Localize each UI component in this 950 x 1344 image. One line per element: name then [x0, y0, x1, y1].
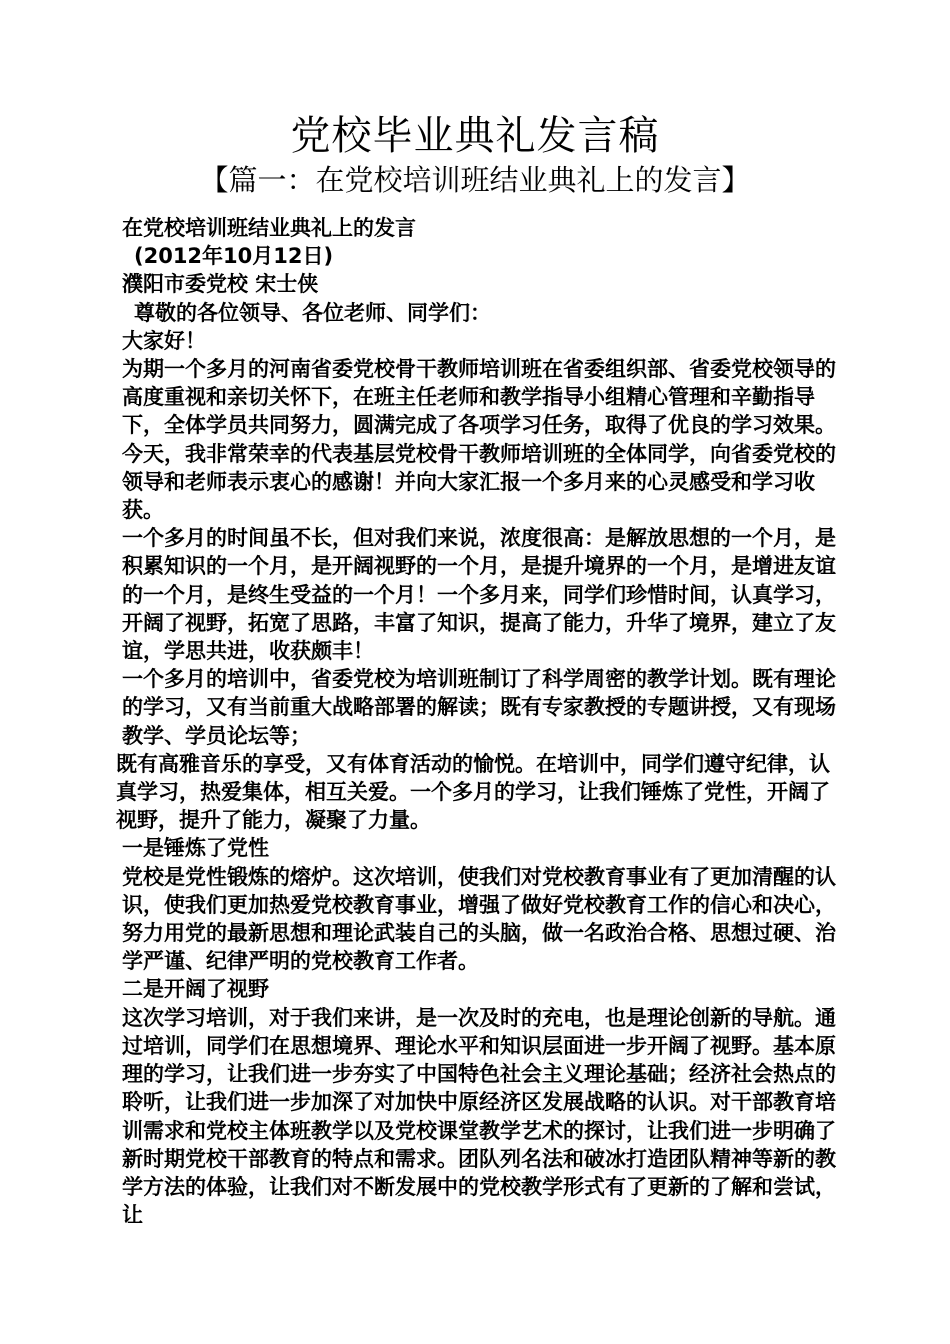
section-heading-1: 一是锤炼了党性	[122, 836, 269, 861]
paragraph-2: 一个多月的时间虽不长，但对我们来说，浓度很高：是解放思想的一个月，是积累知识的一个月，是开阔视野的一个月，是提升境界的一个月，是增进友谊的一个月，是终生受益的一个月！一个多月来，同学们珍惜时间，认真学习，开阔了视野，拓宽了思路，丰富了知识，提高了能力，升华了境界，建立了友谊，学思共进，收获颇丰！	[122, 526, 836, 664]
document-subtitle: 【篇一：在党校培训班结业典礼上的发言】	[199, 163, 751, 197]
document-body	[116, 214, 844, 1229]
speech-heading: 在党校培训班结业典礼上的发言	[122, 216, 416, 240]
paragraph-5: 党校是党性锻炼的熔炉。这次培训，使我们对党校教育事业有了更加清醒的认识，使我们更加热爱党校教育事业，增强了做好党校教育工作的信心和决心，努力用党的最新思想和理论武装自己的头脑，做一名政治合格、思想过硬、治学严谨、纪律严明的党校教育工作者。	[122, 864, 836, 974]
paragraph-1: 为期一个多月的河南省委党校骨干教师培训班在省委组织部、省委党校领导的高度重视和亲切关怀下，在班主任老师和教学指导小组精心管理和辛勤指导下，全体学员共同努力，圆满完成了各项学习任务，取得了优良的学习效果。 今天，我非常荣幸的代表基层党校骨干教师培训班的全体同学，向省委党校的领导和老师表示衷心的感谢！并向大家汇报一个多月来的心灵感受和学习收获。	[122, 357, 836, 523]
speech-author: 濮阳市委党校 宋士侠	[122, 272, 319, 297]
speech-date: (2012年10月12日)	[134, 244, 334, 269]
paragraph-3: 一个多月的培训中，省委党校为培训班制订了科学周密的教学计划。既有理论的学习，又有当前重大战略部署的解读；既有专家教授的专题讲授，又有现场教学、学员论坛等；	[122, 667, 836, 748]
section-heading-2: 二是开阔了视野	[122, 977, 269, 1002]
speech-salutation: 尊敬的各位领导、各位老师、同学们：	[134, 300, 491, 325]
speech-greeting: 大家好！	[122, 328, 206, 353]
paragraph-4: 既有高雅音乐的享受，又有体育活动的愉悦。在培训中，同学们遵守纪律，认真学习，热爱集体，相互关爱。一个多月的学习，让我们锤炼了党性，开阔了视野，提升了能力，凝聚了力量。	[116, 751, 830, 833]
document-title: 党校毕业典礼发言稿	[290, 113, 660, 159]
paragraph-6: 这次学习培训，对于我们来讲，是一次及时的充电，也是理论创新的导航。通过培训，同学们在思想境界、理论水平和知识层面进一步开阔了视野。基本原理的学习，让我们进一步夯实了中国特色社会主义理论基础；经济社会热点的聆听，让我们进一步加深了对加快中原经济区发展战略的认识。对干部教育培训需求和党校主体班教学以及党校课堂教学艺术的探讨，让我们进一步明确了新时期党校干部教育的特点和需求。团队列名法和破冰打造团队精神等新的教学方法的体验，让我们对不断发展中的党校教学形式有了更新的了解和尝试，让	[122, 1005, 836, 1228]
